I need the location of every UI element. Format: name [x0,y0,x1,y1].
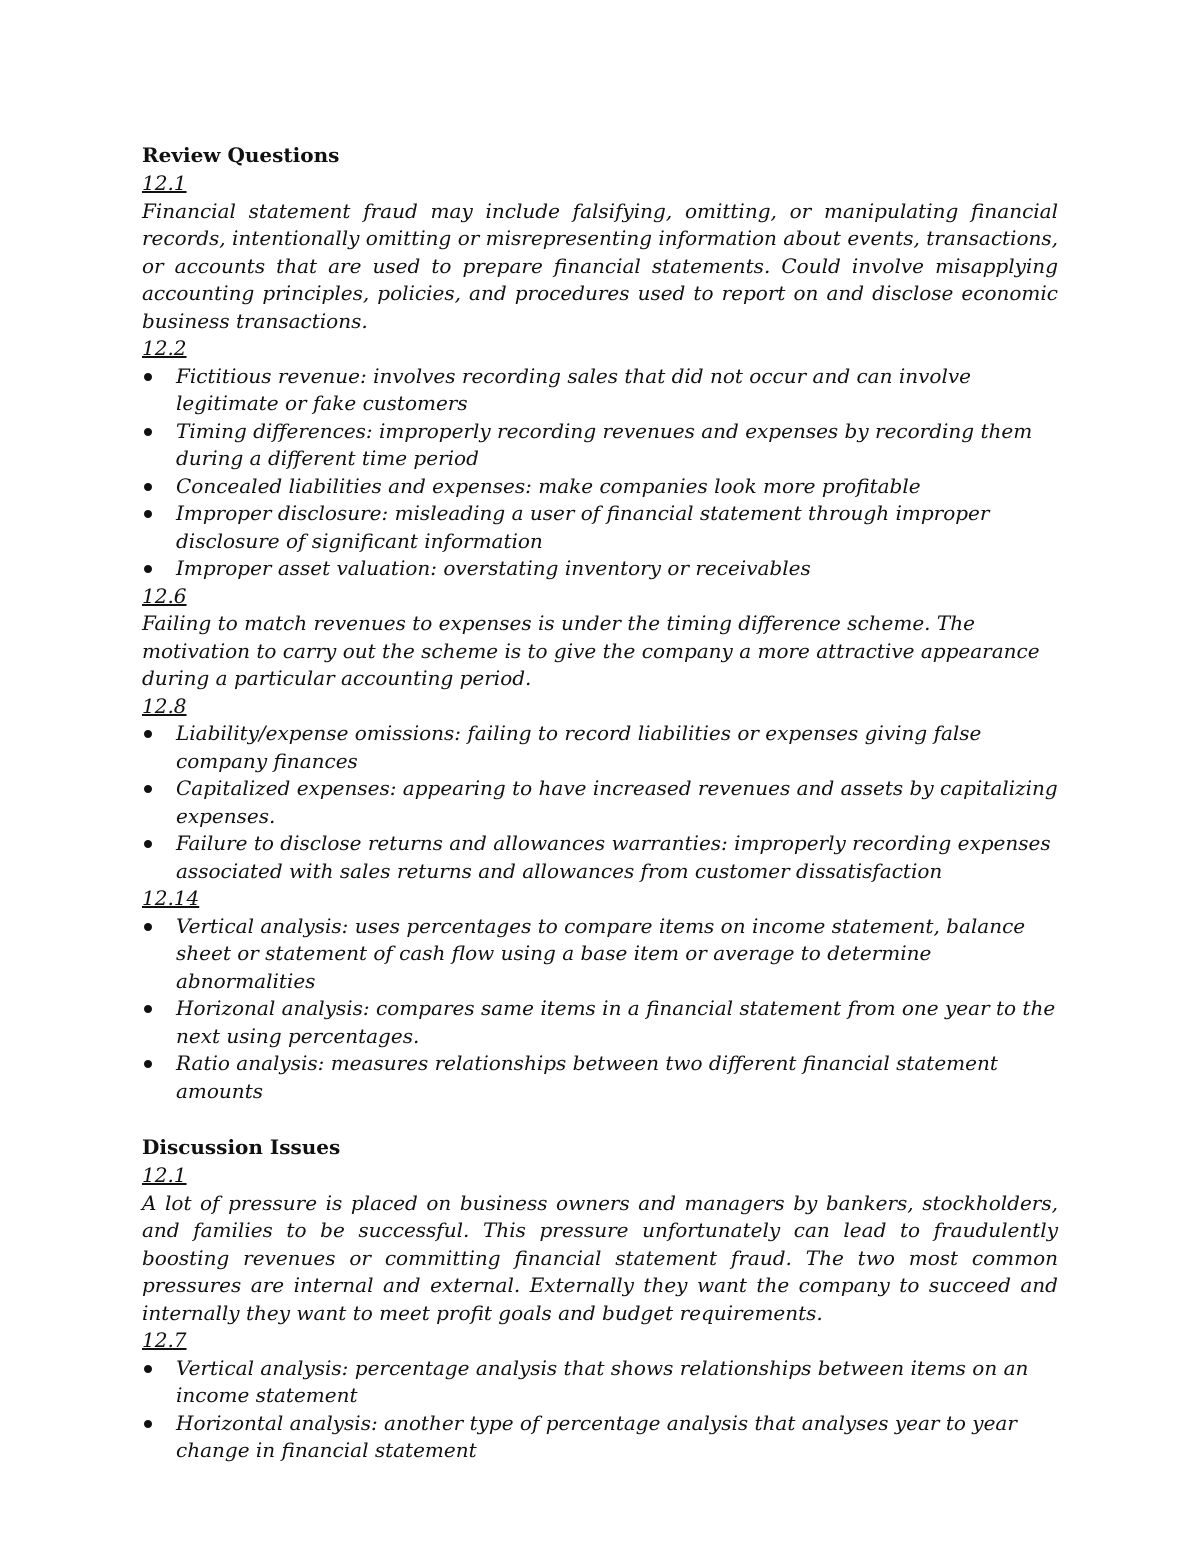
list-item [142,363,1058,418]
bullet-icon [144,565,152,573]
bullet-icon [144,483,152,491]
list-item-text: Failure to disclose returns and allowances warranties: improperly recording expenses associated with sales returns and allowances from customer dissatisfaction [176,831,1051,883]
list-item-text: Horizonal analysis: compares same items in a financial statement from one year to the next using percentages. [176,996,1056,1048]
list-item [142,1050,1058,1105]
list-item-text: Vertical analysis: uses percentages to compare items on income statement, balance sheet or statement of cash flow using a base item or average to determine abnormalities [176,913,1026,993]
bullet-icon [144,373,152,381]
list-item-text: Concealed liabilities and expenses: make companies look more profitable [176,473,921,498]
list-item-text: Improper disclosure: misleading a user of financial statement through improper disclosure of significant information [176,501,990,553]
bullet-icon [144,730,152,738]
question-number-12-8: 12.8 [142,693,187,718]
discussion-number-12-7: 12.7 [142,1328,187,1352]
section-spacer [142,1105,1058,1132]
list-item-text: Improper asset valuation: overstating inventory or receivables [176,556,811,580]
bullet-icon [144,923,152,931]
bullet-list-12-8 [142,720,1058,885]
bullet-icon [144,785,152,793]
list-item-text: Capitalized expenses: appearing to have increased revenues and assets by capitalizing expenses. [176,776,1058,828]
discussion-issues-heading: Discussion Issues [142,1135,341,1159]
list-item [142,418,1058,473]
discussion-answer-12-1: A lot of pressure is placed on business owners and managers by bankers, stockholders, and families to be successful. This pressure unfortunately can lead to fraudulently boosting revenues or committing financial statement fraud. The two most common pressures are internal and external. Externally they want the company to succeed and internally they want to meet profit goals and budget requirements. [142,1190,1058,1325]
bullet-icon [144,1060,152,1068]
bullet-icon [144,1365,152,1373]
bullet-icon [144,1420,152,1428]
bullet-list-discussion-12-7 [142,1355,1058,1465]
answer-12-1: Financial statement fraud may include falsifying, omitting, or manipulating financial records, intentionally omitting or misrepresenting information about events, transactions, or accounts that are used to prepare financial statements. Could involve misapplying accounting principles, policies, and procedures used to report on and disclose economic business transactions. [142,198,1058,333]
review-questions-heading: Review Questions [142,143,340,167]
list-item [142,555,1058,583]
list-item [142,913,1058,996]
bullet-icon [144,428,152,436]
list-item-text: Fictitious revenue: involves recording sales that did not occur and can involve legitimate or fake customers [176,363,971,415]
bullet-icon [144,1005,152,1013]
list-item [142,1355,1058,1410]
list-item [142,500,1058,555]
question-number-12-2: 12.2 [142,336,187,360]
bullet-list-12-14 [142,913,1058,1106]
list-item [142,720,1058,775]
answer-12-6: Failing to match revenues to expenses is under the timing difference scheme. The motivation to carry out the scheme is to give the company a more attractive appearance during a particular accounting period. [142,611,1040,690]
list-item-text: Vertical analysis: percentage analysis that shows relationships between items on an income statement [176,1355,1029,1407]
list-item [142,830,1058,885]
list-item-text: Ratio analysis: measures relationships between two different financial statement amounts [176,1051,998,1103]
question-number-12-14: 12.14 [142,886,200,910]
list-item [142,473,1058,501]
bullet-icon [144,840,152,848]
list-item-text: Liability/expense omissions: failing to record liabilities or expenses giving false company finances [176,721,982,773]
bullet-icon [144,510,152,518]
discussion-number-12-1: 12.1 [142,1163,187,1187]
list-item [142,775,1058,830]
list-item [142,995,1058,1050]
question-number-12-6: 12.6 [142,583,187,608]
list-item [142,1410,1058,1465]
bullet-list-12-2 [142,363,1058,583]
list-item-text: Horizontal analysis: another type of percentage analysis that analyses year to year change in financial statement [176,1410,1017,1462]
list-item-text: Timing differences: improperly recording revenues and expenses by recording them during a different time period [176,418,1033,470]
document-content [142,140,1058,1465]
question-number-12-1: 12.1 [142,171,187,195]
